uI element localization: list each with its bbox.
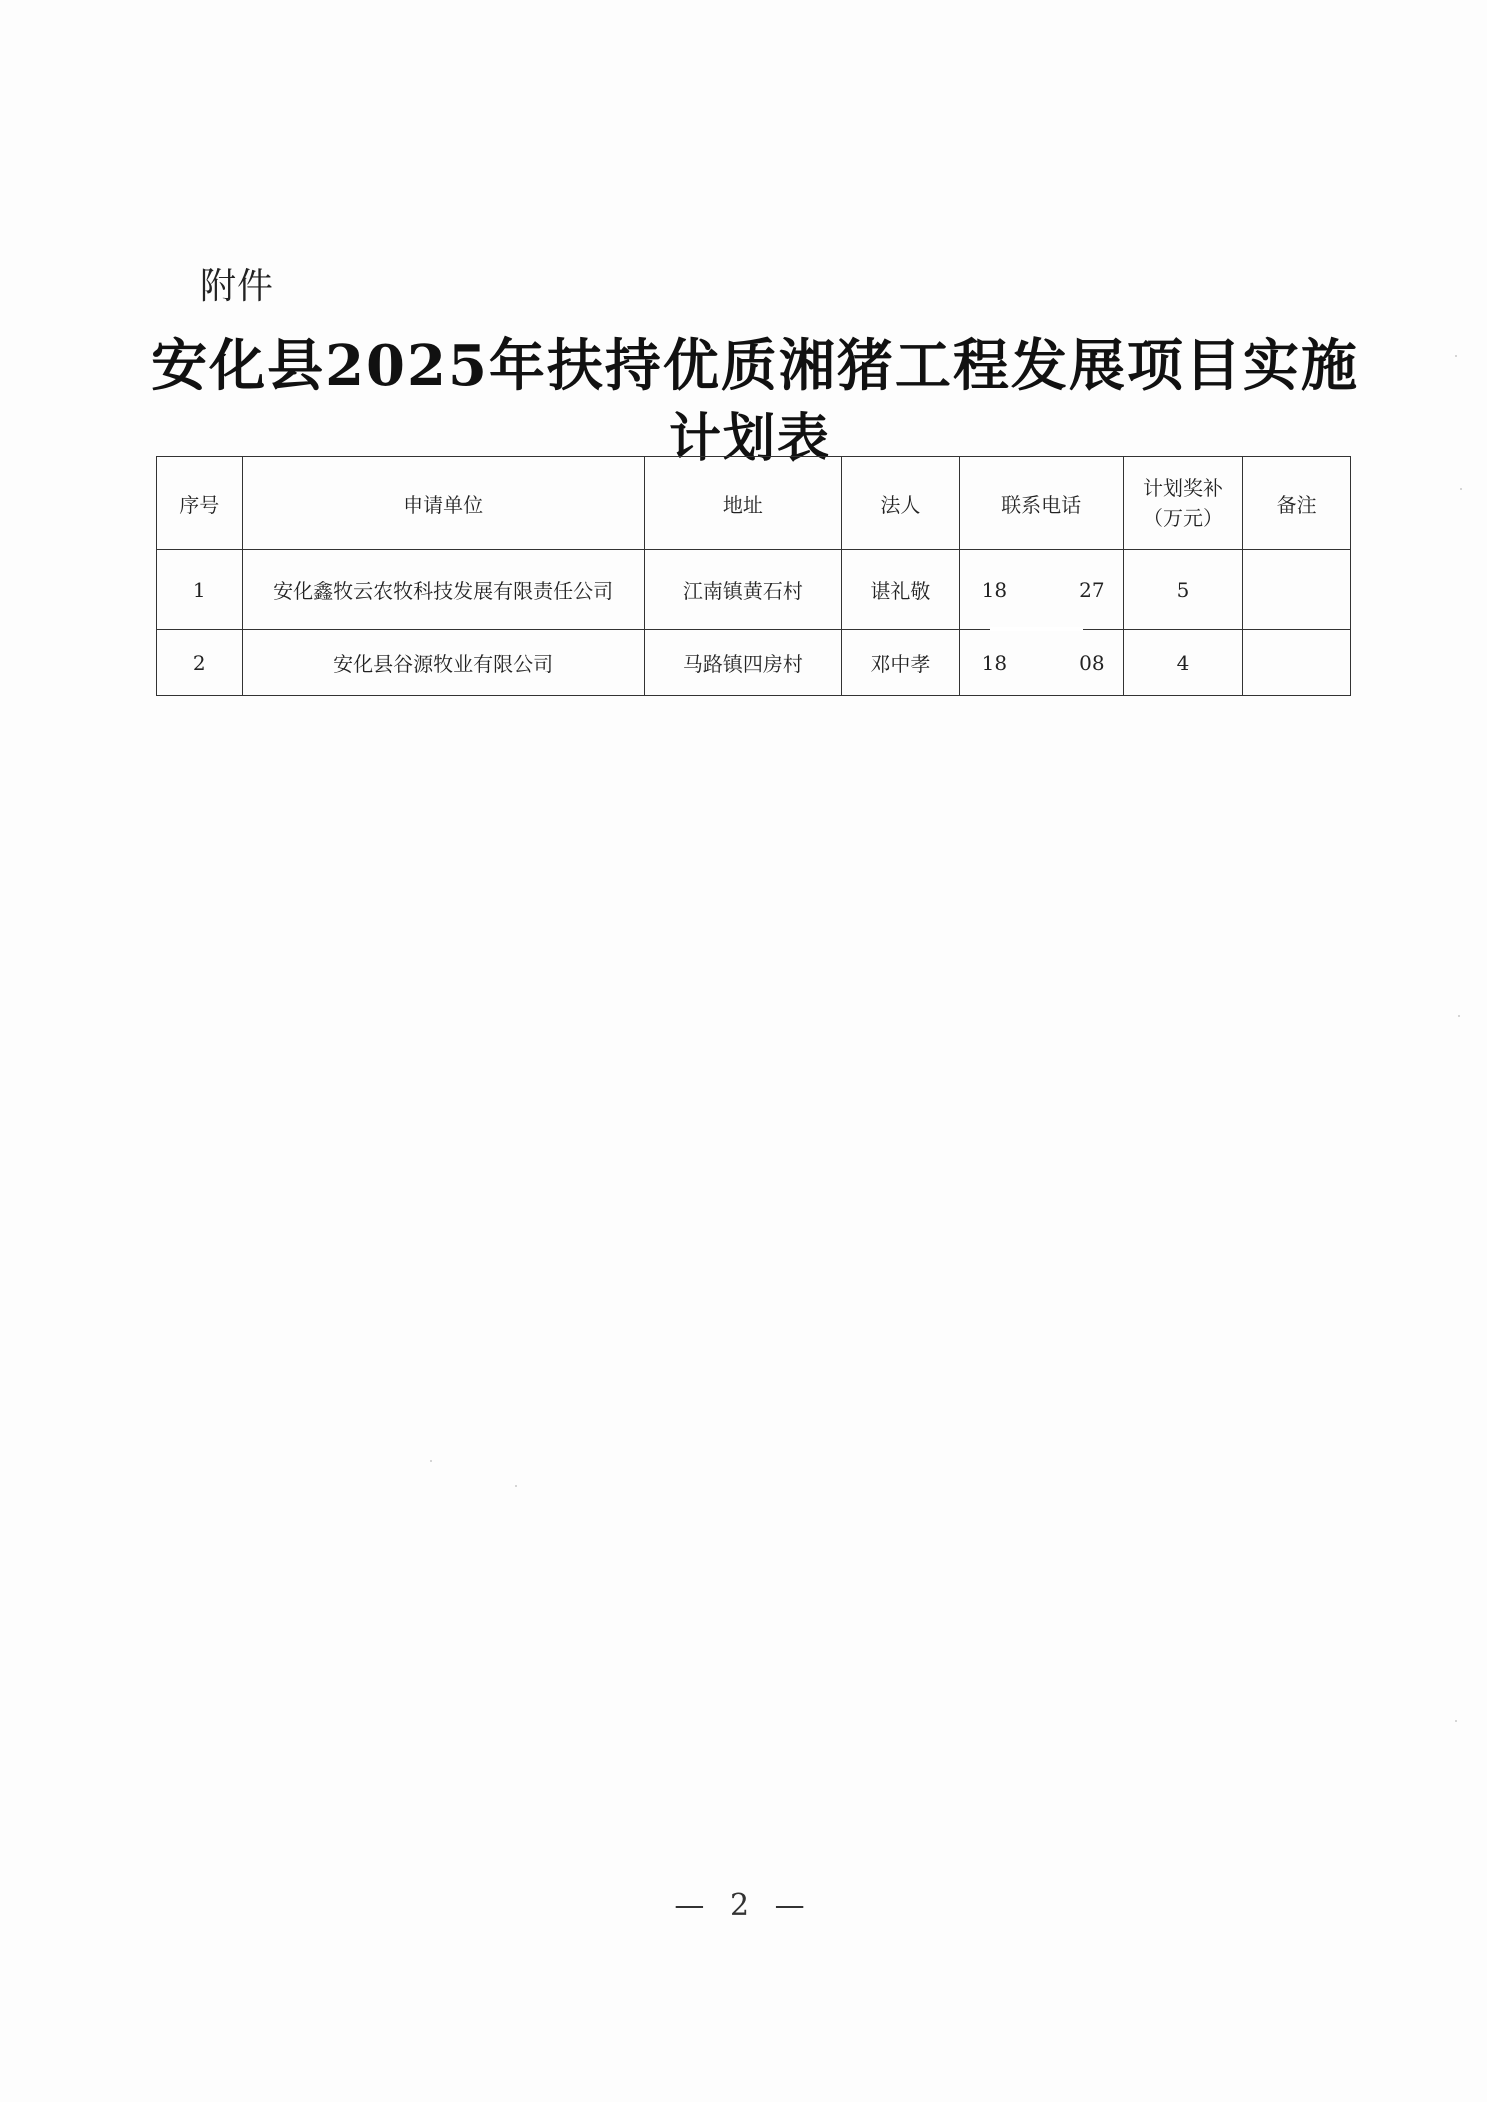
cell-address: 马路镇四房村 — [644, 630, 841, 696]
table-row — [157, 550, 1351, 630]
cell-phone — [959, 630, 1123, 696]
scan-speck — [1455, 1720, 1457, 1722]
cell-unit: 安化县谷源牧业有限公司 — [242, 630, 644, 696]
cell-address: 江南镇黄石村 — [644, 550, 841, 630]
header-address: 地址 — [644, 457, 841, 550]
header-award-line2: （万元） — [1142, 506, 1223, 530]
header-legal-person: 法人 — [841, 457, 959, 550]
plan-table — [156, 456, 1351, 696]
cell-legal-person: 邓中孝 — [841, 630, 959, 696]
header-remark: 备注 — [1243, 457, 1351, 550]
header-award-line1: 计划奖补 — [1142, 476, 1223, 500]
header-phone: 联系电话 — [959, 457, 1123, 550]
page-number: — 2 — — [674, 1888, 813, 1923]
cell-award: 4 — [1123, 630, 1243, 696]
header-unit: 申请单位 — [242, 457, 644, 550]
phone-suffix: 08 — [1079, 650, 1105, 675]
header-award — [1123, 457, 1243, 550]
cell-phone — [959, 550, 1123, 630]
cell-seq: 2 — [157, 630, 243, 696]
document-title-line2: 计划表 — [668, 408, 831, 469]
attachment-label: 附件 — [200, 266, 275, 307]
cell-unit: 安化鑫牧云农牧科技发展有限责任公司 — [242, 550, 644, 630]
cell-award: 5 — [1123, 550, 1243, 630]
scan-speck — [430, 1460, 432, 1462]
phone-prefix: 18 — [981, 577, 1008, 602]
scan-speck — [1460, 488, 1462, 490]
cell-legal-person: 谌礼敬 — [841, 550, 959, 630]
document-title-line1: 安化县2025年扶持优质湘猪工程发展项目实施 — [151, 333, 1359, 399]
scan-speck — [515, 1485, 517, 1487]
phone-suffix: 27 — [1079, 577, 1105, 602]
cell-remark — [1243, 630, 1351, 696]
scan-speck — [1455, 355, 1457, 357]
phone-prefix: 18 — [981, 650, 1008, 675]
cell-seq: 1 — [157, 550, 243, 630]
cell-remark — [1243, 550, 1351, 630]
scan-speck — [1458, 1015, 1460, 1017]
table-row — [157, 630, 1351, 696]
table-header-row — [157, 457, 1351, 550]
header-seq: 序号 — [157, 457, 243, 550]
